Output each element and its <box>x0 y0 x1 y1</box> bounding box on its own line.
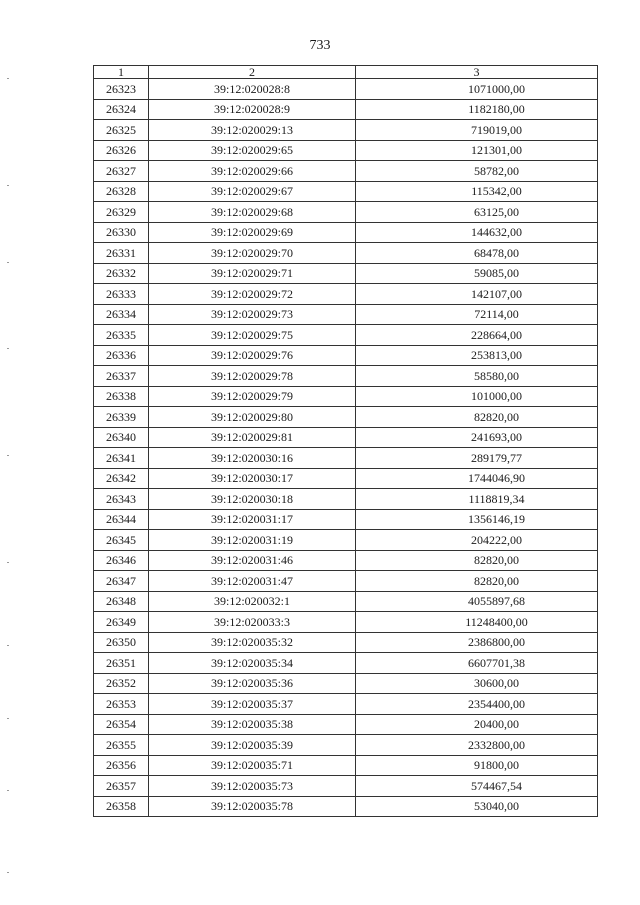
row-number-cell: 26324 <box>94 99 149 120</box>
column-header-1: 1 <box>94 66 149 79</box>
scan-mark <box>7 645 9 646</box>
cadastral-value-cell: 68478,00 <box>356 243 598 264</box>
table-row <box>94 202 598 223</box>
table-row <box>94 591 598 612</box>
cadastral-number-cell: 39:12:020029:72 <box>149 284 356 305</box>
cadastral-number-cell: 39:12:020035:34 <box>149 653 356 674</box>
cadastral-number-cell: 39:12:020035:38 <box>149 714 356 735</box>
cadastral-value-cell: 82820,00 <box>356 571 598 592</box>
cadastral-value-cell: 289179,77 <box>356 448 598 469</box>
row-number-cell: 26343 <box>94 489 149 510</box>
cadastral-value-cell: 144632,00 <box>356 222 598 243</box>
row-number-cell: 26350 <box>94 632 149 653</box>
cadastral-number-cell: 39:12:020033:3 <box>149 612 356 633</box>
table-row <box>94 735 598 756</box>
cadastral-value-cell: 719019,00 <box>356 120 598 141</box>
cadastral-number-cell: 39:12:020029:81 <box>149 427 356 448</box>
cadastral-value-cell: 1182180,00 <box>356 99 598 120</box>
cadastral-value-cell: 101000,00 <box>356 386 598 407</box>
cadastral-value-cell: 241693,00 <box>356 427 598 448</box>
cadastral-value-cell: 11248400,00 <box>356 612 598 633</box>
cadastral-number-cell: 39:12:020028:8 <box>149 79 356 100</box>
table-row <box>94 530 598 551</box>
cadastral-value-cell: 2354400,00 <box>356 694 598 715</box>
cadastral-number-cell: 39:12:020035:71 <box>149 755 356 776</box>
table-row <box>94 120 598 141</box>
row-number-cell: 26325 <box>94 120 149 141</box>
table-row <box>94 181 598 202</box>
cadastral-value-cell: 253813,00 <box>356 345 598 366</box>
cadastral-value-cell: 53040,00 <box>356 796 598 817</box>
cadastral-number-cell: 39:12:020032:1 <box>149 591 356 612</box>
scan-mark <box>7 455 9 456</box>
cadastral-value-cell: 228664,00 <box>356 325 598 346</box>
cadastral-number-cell: 39:12:020031:19 <box>149 530 356 551</box>
table-body <box>94 79 598 817</box>
scan-mark <box>7 78 9 79</box>
table-row <box>94 796 598 817</box>
cadastral-value-cell: 20400,00 <box>356 714 598 735</box>
cadastral-number-cell: 39:12:020029:65 <box>149 140 356 161</box>
row-number-cell: 26344 <box>94 509 149 530</box>
cadastral-value-cell: 1744046,90 <box>356 468 598 489</box>
table-row <box>94 161 598 182</box>
cadastral-value-cell: 2332800,00 <box>356 735 598 756</box>
row-number-cell: 26346 <box>94 550 149 571</box>
table-row <box>94 550 598 571</box>
row-number-cell: 26348 <box>94 591 149 612</box>
cadastral-number-cell: 39:12:020029:80 <box>149 407 356 428</box>
cadastral-number-cell: 39:12:020030:16 <box>149 448 356 469</box>
scan-mark <box>7 718 9 719</box>
cadastral-number-cell: 39:12:020035:39 <box>149 735 356 756</box>
cadastral-number-cell: 39:12:020029:68 <box>149 202 356 223</box>
scan-mark <box>7 262 9 263</box>
table-row <box>94 222 598 243</box>
cadastral-value-cell: 91800,00 <box>356 755 598 776</box>
row-number-cell: 26356 <box>94 755 149 776</box>
column-header-3: 3 <box>356 66 598 79</box>
table-row <box>94 448 598 469</box>
table-row <box>94 366 598 387</box>
row-number-cell: 26357 <box>94 776 149 797</box>
row-number-cell: 26327 <box>94 161 149 182</box>
row-number-cell: 26351 <box>94 653 149 674</box>
cadastral-number-cell: 39:12:020031:46 <box>149 550 356 571</box>
cadastral-value-cell: 1118819,34 <box>356 489 598 510</box>
row-number-cell: 26339 <box>94 407 149 428</box>
table-row <box>94 489 598 510</box>
table-row <box>94 632 598 653</box>
table-row <box>94 714 598 735</box>
cadastral-number-cell: 39:12:020030:17 <box>149 468 356 489</box>
table-row <box>94 99 598 120</box>
row-number-cell: 26341 <box>94 448 149 469</box>
row-number-cell: 26338 <box>94 386 149 407</box>
cadastral-number-cell: 39:12:020029:69 <box>149 222 356 243</box>
table-row <box>94 304 598 325</box>
scan-mark <box>7 872 9 873</box>
cadastral-number-cell: 39:12:020029:75 <box>149 325 356 346</box>
cadastral-number-cell: 39:12:020029:76 <box>149 345 356 366</box>
row-number-cell: 26352 <box>94 673 149 694</box>
cadastral-value-cell: 121301,00 <box>356 140 598 161</box>
cadastral-value-cell: 204222,00 <box>356 530 598 551</box>
cadastral-number-cell: 39:12:020029:79 <box>149 386 356 407</box>
row-number-cell: 26335 <box>94 325 149 346</box>
table-row <box>94 284 598 305</box>
cadastral-value-cell: 30600,00 <box>356 673 598 694</box>
cadastral-value-cell: 82820,00 <box>356 407 598 428</box>
header-row <box>94 66 598 79</box>
row-number-cell: 26345 <box>94 530 149 551</box>
row-number-cell: 26340 <box>94 427 149 448</box>
cadastral-value-cell: 4055897,68 <box>356 591 598 612</box>
cadastral-number-cell: 39:12:020029:66 <box>149 161 356 182</box>
cadastral-number-cell: 39:12:020031:47 <box>149 571 356 592</box>
page-number: 733 <box>309 38 331 53</box>
cadastral-value-cell: 72114,00 <box>356 304 598 325</box>
row-number-cell: 26329 <box>94 202 149 223</box>
table-row <box>94 427 598 448</box>
cadastral-value-cell: 59085,00 <box>356 263 598 284</box>
scan-mark <box>7 790 9 791</box>
row-number-cell: 26355 <box>94 735 149 756</box>
table-row <box>94 140 598 161</box>
cadastral-number-cell: 39:12:020030:18 <box>149 489 356 510</box>
cadastral-number-cell: 39:12:020035:36 <box>149 673 356 694</box>
cadastral-value-cell: 1356146,19 <box>356 509 598 530</box>
table-row <box>94 755 598 776</box>
row-number-cell: 26332 <box>94 263 149 284</box>
table-row <box>94 612 598 633</box>
cadastral-value-cell: 58782,00 <box>356 161 598 182</box>
row-number-cell: 26354 <box>94 714 149 735</box>
row-number-cell: 26349 <box>94 612 149 633</box>
row-number-cell: 26328 <box>94 181 149 202</box>
table-row <box>94 243 598 264</box>
row-number-cell: 26333 <box>94 284 149 305</box>
cadastral-value-cell: 2386800,00 <box>356 632 598 653</box>
row-number-cell: 26342 <box>94 468 149 489</box>
cadastral-number-cell: 39:12:020029:78 <box>149 366 356 387</box>
cadastral-number-cell: 39:12:020029:70 <box>149 243 356 264</box>
row-number-cell: 26330 <box>94 222 149 243</box>
table-row <box>94 325 598 346</box>
row-number-cell: 26336 <box>94 345 149 366</box>
cadastral-number-cell: 39:12:020035:78 <box>149 796 356 817</box>
cadastral-value-cell: 63125,00 <box>356 202 598 223</box>
row-number-cell: 26353 <box>94 694 149 715</box>
cadastral-number-cell: 39:12:020035:73 <box>149 776 356 797</box>
column-header-2: 2 <box>149 66 356 79</box>
row-number-cell: 26323 <box>94 79 149 100</box>
table-row <box>94 79 598 100</box>
row-number-cell: 26358 <box>94 796 149 817</box>
scan-mark <box>7 348 9 349</box>
scan-mark <box>7 562 9 563</box>
table-row <box>94 407 598 428</box>
cadastral-number-cell: 39:12:020035:37 <box>149 694 356 715</box>
cadastral-number-cell: 39:12:020029:13 <box>149 120 356 141</box>
table-row <box>94 345 598 366</box>
cadastral-value-cell: 115342,00 <box>356 181 598 202</box>
cadastral-number-cell: 39:12:020031:17 <box>149 509 356 530</box>
table-row <box>94 653 598 674</box>
cadastral-number-cell: 39:12:020035:32 <box>149 632 356 653</box>
table-row <box>94 776 598 797</box>
row-number-cell: 26347 <box>94 571 149 592</box>
table-row <box>94 509 598 530</box>
scan-mark <box>7 185 9 186</box>
cadastral-value-cell: 1071000,00 <box>356 79 598 100</box>
cadastral-number-cell: 39:12:020029:67 <box>149 181 356 202</box>
cadastral-value-cell: 6607701,38 <box>356 653 598 674</box>
table-row <box>94 386 598 407</box>
cadastral-value-cell: 142107,00 <box>356 284 598 305</box>
table-row <box>94 673 598 694</box>
cadastral-number-cell: 39:12:020029:73 <box>149 304 356 325</box>
row-number-cell: 26326 <box>94 140 149 161</box>
row-number-cell: 26334 <box>94 304 149 325</box>
table-row <box>94 263 598 284</box>
cadastral-value-cell: 58580,00 <box>356 366 598 387</box>
table-row <box>94 694 598 715</box>
table-row <box>94 468 598 489</box>
cadastral-value-cell: 82820,00 <box>356 550 598 571</box>
cadastral-number-cell: 39:12:020029:71 <box>149 263 356 284</box>
row-number-cell: 26331 <box>94 243 149 264</box>
registry-table <box>93 65 598 817</box>
cadastral-number-cell: 39:12:020028:9 <box>149 99 356 120</box>
table-row <box>94 571 598 592</box>
row-number-cell: 26337 <box>94 366 149 387</box>
cadastral-value-cell: 574467,54 <box>356 776 598 797</box>
